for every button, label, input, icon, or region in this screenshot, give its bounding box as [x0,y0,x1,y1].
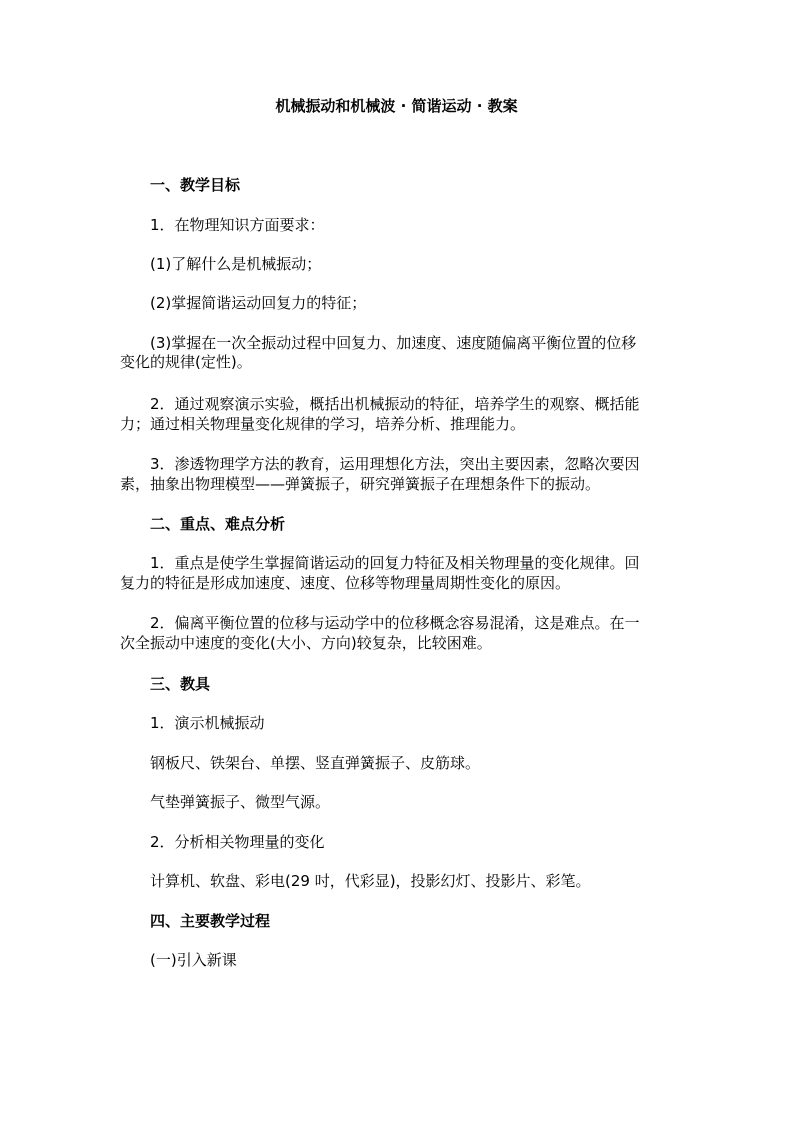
paragraph-line: 2．通过观察演示实验，概括出机械振动的特征，培养学生的观察、概括能 [150,395,640,413]
paragraph-line: 次全振动中速度的变化(大小、方向)较复杂，比较困难。 [120,634,492,652]
paragraph-line: 力；通过相关物理量变化规律的学习，培养分析、推理能力。 [120,415,526,433]
paragraph: 1．演示机械振动 [150,714,265,732]
paragraph-line: 复力的特征是形成加速度、速度、位移等物理量周期性变化的原因。 [120,574,571,592]
paragraph: 1．在物理知识方面要求： [150,216,325,234]
paragraph: 计算机、软盘、彩电(29 吋，代彩显)，投影幻灯、投影片、彩笔。 [150,872,591,890]
paragraph-line: 2．偏离平衡位置的位移与运动学中的位移概念容易混淆，这是难点。在一 [150,614,640,632]
section-heading-key-points: 二、重点、难点分析 [150,515,286,533]
paragraph: (一)引入新课 [150,951,237,969]
paragraph: 气垫弹簧振子、微型气源。 [150,793,331,811]
paragraph-line: 3．渗透物理学方法的教育，运用理想化方法，突出主要因素，忽略次要因 [150,455,640,473]
section-heading-teaching-aids: 三、教具 [150,675,211,693]
paragraph: (2)掌握简谐运动回复力的特征； [150,294,367,312]
paragraph: 钢板尺、铁架台、单摆、竖直弹簧振子、皮筋球。 [150,754,481,772]
paragraph-line: (3)掌握在一次全振动过程中回复力、加速度、速度随偏离平衡位置的位移 [150,334,637,352]
paragraph-line: 变化的规律(定性)。 [120,353,252,371]
paragraph: 2．分析相关物理量的变化 [150,833,325,851]
section-heading-objectives: 一、教学目标 [150,176,241,194]
paragraph-line: 1．重点是使学生掌握简谐运动的回复力特征及相关物理量的变化规律。回 [150,554,640,572]
paragraph-line: 素，抽象出物理模型——弹簧振子，研究弹簧振子在理想条件下的振动。 [120,475,601,493]
document-title: 机械振动和机械波 · 简谐运动 · 教案 [275,97,518,115]
section-heading-teaching-process: 四、主要教学过程 [150,912,271,930]
paragraph: (1)了解什么是机械振动； [150,255,322,273]
